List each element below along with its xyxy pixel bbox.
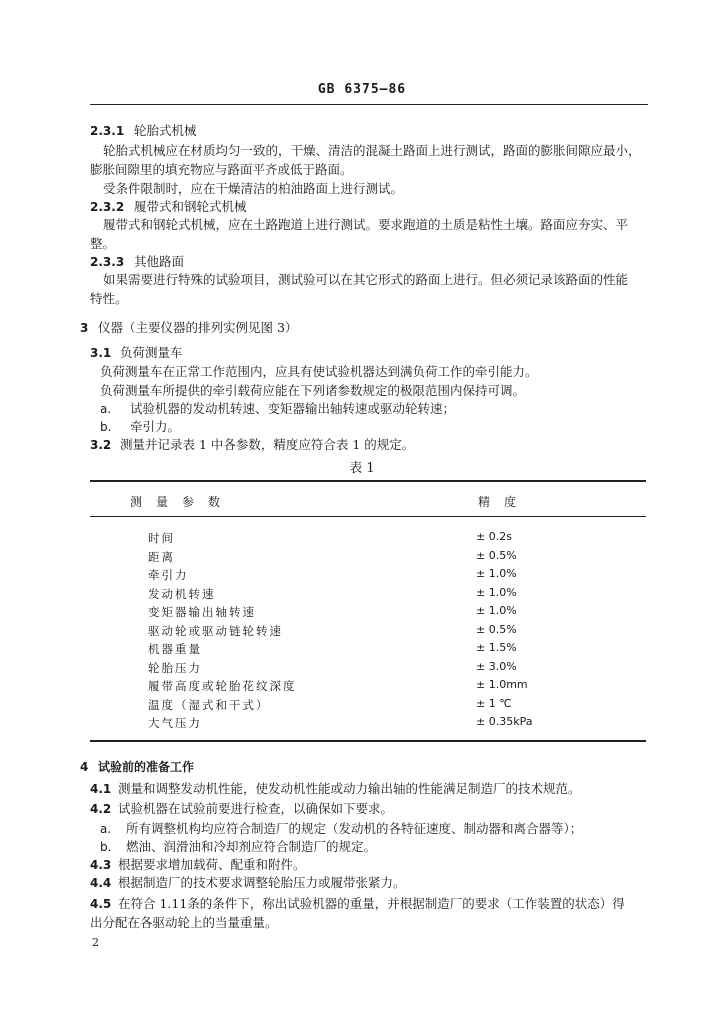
- section-text: 在符合 1.11条的条件下，称出试验机器的重量，并根据制造厂的要求（工作装置的状态）得: [118, 896, 625, 911]
- paragraph-line: 如果需要进行特殊的试验项目，测试验可以在其它形式的路面上进行。但必须记录该路面的性能: [103, 272, 629, 287]
- table-header-rule: [90, 516, 646, 517]
- table-cell-param: 发动机转速: [148, 586, 216, 601]
- header-rule: [90, 104, 648, 105]
- table-caption: 表 1: [349, 461, 375, 476]
- table-cell-precision: ± 1.0mm: [476, 678, 528, 691]
- paragraph-line: 负荷测量车所提供的牵引载荷应能在下列诸参数规定的极限范围内保持可调。: [100, 383, 526, 398]
- section-number: 4.1: [90, 782, 112, 796]
- table-top-rule: [90, 480, 646, 482]
- section-4-5-line: [90, 895, 625, 913]
- section-3-heading: [80, 319, 297, 337]
- section-2-3-2-heading: [90, 198, 247, 216]
- section-text: 根据要求增加载荷、配重和附件。: [118, 857, 306, 872]
- table-cell-precision: ± 3.0%: [476, 659, 517, 673]
- table-cell-param: 牵引力: [148, 568, 189, 582]
- table-header-param: 测量参数: [130, 495, 235, 509]
- section-number: 2.3.3: [90, 255, 125, 269]
- table-cell-param: 时间: [148, 531, 175, 545]
- list-label: a.: [100, 402, 112, 416]
- table-cell-param: 驱动轮或驱动链轮转速: [148, 623, 283, 638]
- section-title: 其他路面: [134, 254, 185, 269]
- list-item-b: [100, 418, 180, 436]
- section-number: 4.3: [90, 858, 112, 872]
- section-text: 根据制造厂的技术要求调整轮胎压力或履带张紧力。: [118, 875, 406, 890]
- section-2-3-3-heading: [90, 253, 184, 271]
- section-number: 4.4: [90, 876, 112, 890]
- list-label: b.: [100, 840, 112, 854]
- table-cell-param: 大气压力: [148, 716, 202, 730]
- table-cell-precision: ± 0.35kPa: [476, 715, 533, 728]
- section-title: 试验前的准备工作: [98, 760, 195, 774]
- section-4-2-line: [90, 800, 393, 818]
- section-3-1-heading: [90, 344, 183, 362]
- paragraph-line: 整。: [90, 236, 116, 251]
- section-text: 测量和调整发动机性能，使发动机性能或动力输出轴的性能满足制造厂的技术规范。: [118, 781, 581, 796]
- page-number: 2: [92, 936, 99, 949]
- table-cell-param: 轮胎压力: [148, 660, 202, 675]
- section-4-3-line: [90, 856, 306, 874]
- paragraph-line: 特性。: [90, 291, 128, 306]
- list-label: a.: [100, 822, 112, 836]
- section-title: 仪器（主要仪器的排列实例见图 3）: [98, 320, 298, 335]
- standard-code-header: GB 6375—86: [317, 82, 407, 97]
- section-4-4-line: [90, 874, 406, 892]
- table-cell-param: 履带高度或轮胎花纹深度: [148, 679, 297, 693]
- table-cell-param: 温度（湿式和干式）: [148, 697, 270, 712]
- section-4-1-line: [90, 780, 581, 798]
- section-number: 3.2: [90, 438, 112, 452]
- table-cell-precision: ± 1.5%: [476, 641, 517, 654]
- table-cell-precision: ± 1.0%: [476, 567, 517, 580]
- table-header-precision: 精度: [478, 495, 531, 509]
- section-number: 4.5: [90, 897, 112, 911]
- section-2-3-1-heading: [90, 122, 197, 140]
- list-text: 试验机器的发动机转速、变矩器输出轴转速或驱动轮转速；: [130, 401, 456, 416]
- list-item-b: [100, 838, 376, 856]
- section-number: 2.3.1: [90, 124, 125, 138]
- table-cell-precision: ± 1 ℃: [476, 696, 512, 710]
- paragraph-line: 出分配在各驱动轮上的当量重量。: [90, 915, 278, 930]
- paragraph-line: 轮胎式机械应在材质均匀一致的，干燥、清洁的混凝土路面上进行测试，路面的膨胀间隙应最小，: [103, 143, 641, 158]
- list-label: b.: [100, 420, 112, 434]
- table-bottom-rule: [90, 740, 646, 742]
- table-cell-precision: ± 1.0%: [476, 604, 517, 617]
- section-3-2-line: [90, 436, 414, 454]
- list-text: 燃油、润滑油和冷却剂应符合制造厂的规定。: [126, 839, 377, 854]
- section-text: 试验机器在试验前要进行检查，以确保如下要求。: [118, 801, 394, 816]
- table-cell-precision: ± 0.5%: [476, 622, 517, 636]
- table-cell-precision: ± 1.0%: [476, 585, 517, 599]
- section-number: 3: [80, 321, 89, 335]
- table-cell-precision: ± 0.5%: [476, 548, 517, 562]
- section-number: 3.1: [90, 346, 112, 360]
- section-text: 测量并记录表 1 中各参数，精度应符合表 1 的规定。: [120, 437, 415, 452]
- paragraph-line: 受条件限制时，应在干燥清洁的柏油路面上进行测试。: [103, 181, 404, 196]
- section-4-heading: [80, 758, 194, 776]
- section-number: 4: [80, 760, 89, 774]
- list-text: 牵引力。: [130, 419, 181, 434]
- section-number: 2.3.2: [90, 200, 125, 214]
- paragraph-line: 负荷测量车在正常工作范围内，应具有使试验机器达到满负荷工作的牵引能力。: [100, 364, 538, 379]
- table-cell-param: 机器重量: [148, 642, 202, 656]
- table-cell-precision: ± 0.2s: [476, 530, 512, 543]
- list-item-a: [100, 820, 582, 838]
- section-title: 轮胎式机械: [134, 123, 197, 138]
- section-title: 履带式和钢轮式机械: [134, 199, 247, 214]
- section-title: 负荷测量车: [120, 345, 183, 360]
- paragraph-line: 膨胀间隙里的填充物应与路面平齐或低于路面。: [90, 162, 353, 177]
- table-cell-param: 距离: [148, 549, 175, 564]
- list-item-a: [100, 400, 455, 418]
- section-number: 4.2: [90, 802, 112, 816]
- paragraph-line: 履带式和钢轮式机械，应在土路跑道上进行测试。要求跑道的土质是粘性土壤。路面应夯实、平: [103, 217, 629, 232]
- list-text: 所有调整机构均应符合制造厂的规定（发动机的各特征速度、制动器和离合器等）；: [126, 821, 583, 836]
- table-cell-param: 变矩器输出轴转速: [148, 605, 256, 619]
